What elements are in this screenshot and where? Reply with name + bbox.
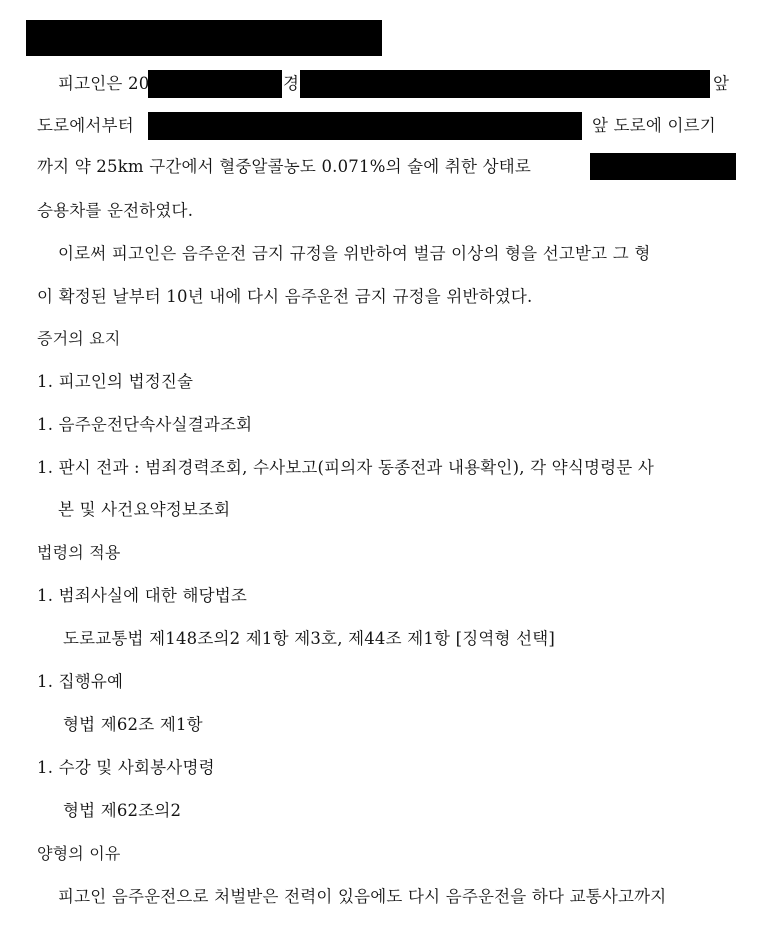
facts-line-6: 이 확정된 날부터 10년 내에 다시 음주운전 금지 규정을 위반하였다.	[37, 287, 533, 306]
facts-line-4: 승용차를 운전하였다.	[37, 201, 194, 220]
evidence-item-3-continuation: 본 및 사건요약정보조회	[58, 500, 231, 519]
facts-line-5: 이로써 피고인은 음주운전 금지 규정을 위반하여 벌금 이상의 형을 선고받고 그 형	[58, 244, 651, 263]
evidence-item-3: 1. 판시 전과 : 범죄경력조회, 수사보고(피의자 동종전과 내용확인), 각 약식명령문 사	[37, 458, 654, 477]
facts-line-3: 까지 약 25km 구간에서 혈중알콜농도 0.071%의 술에 취한 상태로	[37, 157, 532, 176]
redaction-vehicle	[590, 153, 736, 180]
law-heading: 법령의 적용	[37, 543, 121, 562]
facts-line-2-start: 도로에서부터	[37, 116, 134, 135]
evidence-item-2: 1. 음주운전단속사실결과조회	[37, 415, 253, 434]
redaction-location-2	[148, 112, 582, 140]
law-item-1: 1. 범죄사실에 대한 해당법조	[37, 586, 248, 605]
facts-line-1-fragment: 경	[283, 74, 300, 93]
evidence-item-1: 1. 피고인의 법정진술	[37, 372, 194, 391]
facts-line-1-prefix: 피고인은 20	[58, 74, 150, 93]
law-item-1-detail: 도로교통법 제148조의2 제1항 제3호, 제44조 제1항 [징역형 선택]	[63, 629, 556, 648]
law-item-3: 1. 수강 및 사회봉사명령	[37, 758, 215, 777]
law-item-2-detail: 형법 제62조 제1항	[63, 715, 203, 734]
facts-line-1-end: 앞	[713, 74, 730, 93]
law-item-3-detail: 형법 제62조의2	[63, 801, 182, 820]
redaction-header	[26, 20, 382, 56]
facts-line-2-end: 앞 도로에 이르기	[592, 116, 716, 135]
redaction-date	[148, 70, 282, 98]
redaction-location-1	[300, 70, 710, 98]
evidence-heading: 증거의 요지	[37, 329, 121, 348]
law-item-2: 1. 집행유예	[37, 672, 124, 691]
sentencing-line-1: 피고인 음주운전으로 처벌받은 전력이 있음에도 다시 음주운전을 하다 교통사고까지	[58, 887, 667, 906]
sentencing-heading: 양형의 이유	[37, 844, 121, 863]
